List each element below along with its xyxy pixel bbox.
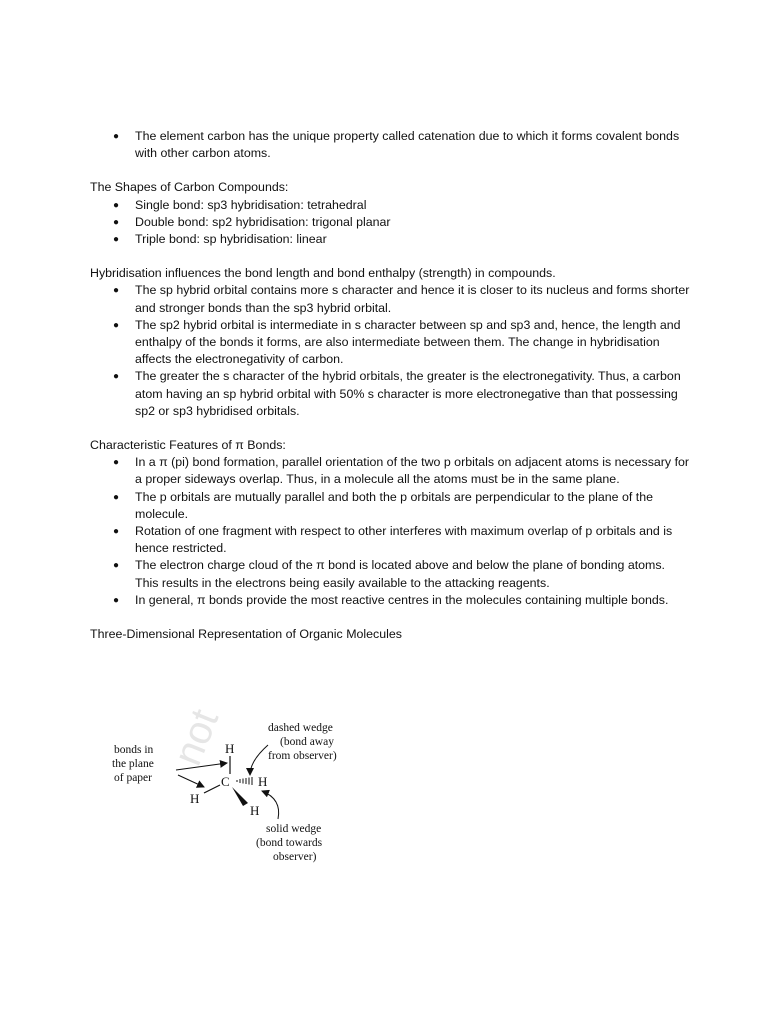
- hybridisation-list: [90, 282, 690, 420]
- dashed-wedge-bond: [237, 777, 252, 785]
- watermark-text: not: [165, 703, 228, 772]
- shapes-bullet: ● Triple bond: sp hybridisation: linear: [90, 231, 690, 248]
- arrow-to-solid-wedge: [262, 791, 279, 819]
- label-solid-line-1: solid wedge: [266, 823, 322, 835]
- pi-bonds-heading: Characteristic Features of π Bonds:: [90, 438, 286, 453]
- label-dashed-line-1: dashed wedge: [268, 722, 333, 734]
- atom-carbon: C: [221, 774, 230, 789]
- shapes-heading: The Shapes of Carbon Compounds:: [90, 180, 289, 195]
- pi-bonds-bullet: ● Rotation of one fragment with respect to other interferes with maximum overlap of p orbitals and is hence restricted.: [90, 523, 690, 557]
- intro-list: [90, 128, 690, 162]
- hybridisation-bullet: ● The sp hybrid orbital contains more s character and hence it is closer to its nucleus and forms shorter and stronger bonds than the sp3 hybrid orbital.: [90, 282, 690, 316]
- pi-bonds-bullet: ● In general, π bonds provide the most reactive centres in the molecules containing multiple bonds.: [90, 592, 690, 609]
- atom-h-right: H: [258, 774, 268, 789]
- solid-wedge-bond: [232, 787, 248, 806]
- arrow-to-left-bond: [178, 775, 204, 787]
- arrow-to-dashed-wedge: [250, 745, 268, 775]
- intro-bullet: ● The element carbon has the unique property called catenation due to which it forms covalent bonds with other carbon atoms.: [90, 128, 690, 162]
- shapes-bullet: ● Double bond: sp2 hybridisation: trigonal planar: [90, 214, 690, 231]
- document-body: [90, 128, 690, 643]
- atom-h-bottom: H: [250, 803, 260, 818]
- label-plane-line-3: of paper: [114, 772, 152, 784]
- three-d-heading: Three-Dimensional Representation of Organic Molecules: [90, 627, 402, 642]
- pi-bonds-bullet: ● The electron charge cloud of the π bond is located above and below the plane of bonding atoms. This results in the electrons being easily available to the attacking reagents.: [90, 557, 690, 591]
- label-plane-line-1: bonds in: [114, 744, 154, 756]
- bond-left: [204, 785, 220, 793]
- shapes-bullet: ● Single bond: sp3 hybridisation: tetrahedral: [90, 197, 690, 214]
- atom-h-top: H: [225, 741, 235, 756]
- methane-wedge-diagram: [100, 703, 380, 873]
- label-dashed-line-2: (bond away: [280, 736, 334, 748]
- label-solid-line-2: (bond towards: [256, 837, 323, 849]
- label-dashed-line-3: from observer): [268, 750, 337, 762]
- atom-h-left: H: [190, 791, 200, 806]
- label-plane-line-2: the plane: [112, 758, 154, 770]
- label-solid-line-3: observer): [273, 851, 317, 863]
- pi-bonds-list: [90, 454, 690, 609]
- hybridisation-bullet: ● The greater the s character of the hybrid orbitals, the greater is the electronegativity. Thus, a carbon atom having an sp hybrid orbital with 50% s character is more electronegative than that possessing sp2 or sp3 hybridised orbitals.: [90, 368, 690, 420]
- pi-bonds-bullet: ● The p orbitals are mutually parallel and both the p orbitals are perpendicular to the plane of the molecule.: [90, 489, 690, 523]
- hybridisation-heading: Hybridisation influences the bond length and bond enthalpy (strength) in compounds.: [90, 266, 556, 281]
- pi-bonds-bullet: ● In a π (pi) bond formation, parallel orientation of the two p orbitals on adjacent atoms is necessary for a proper sideways overlap. Thus, in a molecule all the atoms must be in the same plane.: [90, 454, 690, 488]
- hybridisation-bullet: ● The sp2 hybrid orbital is intermediate in s character between sp and sp3 and, hence, the length and enthalpy of the bonds it forms, are also intermediate between them. The change in hybridisation affects the electronegativity of carbon.: [90, 317, 690, 369]
- shapes-list: [90, 197, 690, 249]
